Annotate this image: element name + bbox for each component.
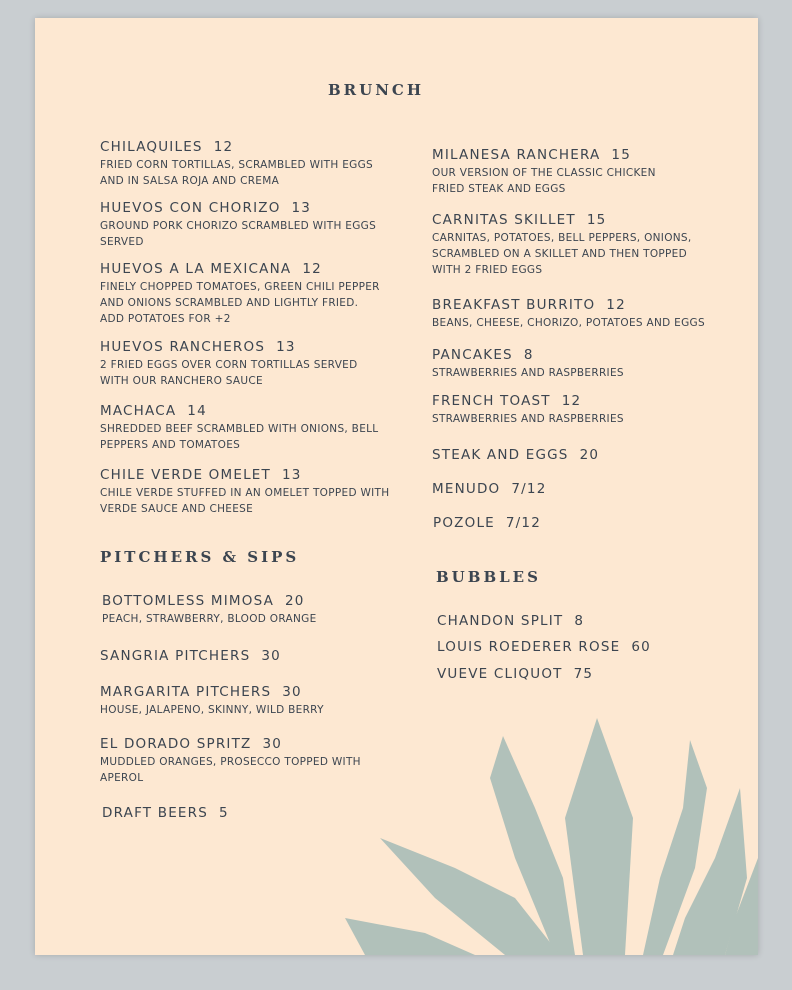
item-name: MARGARITA PITCHERS [100, 684, 272, 700]
item-name-line [433, 515, 733, 532]
section-title-bubbles: BUBBLES [436, 568, 541, 586]
item-name: PANCAKES [432, 347, 513, 363]
item-price: 15 [586, 212, 607, 228]
item-name-line [100, 684, 390, 701]
item-price: 8 [523, 347, 534, 363]
item-name-line [432, 447, 732, 464]
menu-item [100, 139, 390, 189]
item-name-line [100, 736, 390, 753]
item-name: LOUIS ROEDERER ROSE [437, 639, 621, 655]
menu-item [100, 467, 390, 517]
item-name: MACHACA [100, 403, 177, 419]
section-title-brunch: BRUNCH [328, 81, 425, 99]
item-name-line [432, 393, 732, 410]
item-price: 13 [276, 339, 296, 355]
item-price: 30 [282, 684, 302, 700]
item-description: CHILE VERDE STUFFED IN AN OMELET TOPPED WITH VERDE SAUCE AND CHEESE [100, 487, 390, 515]
item-name-line [100, 261, 390, 278]
item-name-line [100, 139, 390, 156]
item-name: MENUDO [432, 481, 501, 497]
item-name-line [100, 200, 390, 217]
item-description: PEACH, STRAWBERRY, BLOOD ORANGE [102, 613, 317, 625]
item-description: BEANS, CHEESE, CHORIZO, POTATOES AND EGGS [432, 317, 705, 329]
menu-item [432, 393, 732, 427]
item-price: 12 [213, 139, 234, 155]
item-description: GROUND PORK CHORIZO SCRAMBLED WITH EGGS SERVED [100, 220, 377, 248]
menu-item [100, 403, 390, 453]
item-name-line [432, 481, 732, 498]
item-name: VUEVE CLIQUOT [437, 666, 563, 682]
item-price: 7/12 [505, 515, 542, 531]
item-description: HOUSE, JALAPENO, SKINNY, WILD BERRY [100, 704, 324, 716]
item-name: CHILAQUILES [100, 139, 203, 155]
item-name: CHANDON SPLIT [437, 613, 564, 629]
menu-item [100, 736, 390, 786]
menu-item [100, 261, 390, 327]
item-name: HUEVOS RANCHEROS [100, 339, 266, 355]
item-name: DRAFT BEERS [102, 805, 208, 821]
item-name: CARNITAS SKILLET [432, 212, 576, 228]
item-description: FRIED CORN TORTILLAS, SCRAMBLED WITH EGGS AND IN SALSA ROJA AND CREMA [100, 159, 373, 187]
item-name-line [432, 297, 732, 314]
item-price: 12 [606, 297, 626, 313]
menu-item [100, 200, 390, 250]
item-name: BOTTOMLESS MIMOSA [102, 593, 275, 609]
item-description: MUDDLED ORANGES, PROSECCO TOPPED WITH APEROL [100, 756, 361, 784]
menu-item [437, 639, 737, 656]
item-name: STEAK AND EGGS [432, 447, 569, 463]
menu-item [437, 613, 737, 630]
item-price: 13 [281, 467, 302, 483]
item-price: 15 [611, 147, 631, 163]
item-name-line [100, 403, 390, 420]
item-name: EL DORADO SPRITZ [100, 736, 252, 752]
item-description: STRAWBERRIES AND RASPBERRIES [432, 367, 624, 379]
menu-item [432, 147, 732, 197]
item-price: 8 [574, 613, 585, 629]
item-description: FINELY CHOPPED TOMATOES, GREEN CHILI PEPPER AND ONIONS SCRAMBLED AND LIGHTLY FRIED. [100, 281, 380, 309]
item-name: CHILE VERDE OMELET [100, 467, 271, 483]
item-name: POZOLE [433, 515, 495, 531]
item-name-line [100, 339, 390, 356]
menu-item [432, 297, 732, 331]
item-price: 13 [291, 200, 312, 216]
item-description: OUR VERSION OF THE CLASSIC CHICKEN FRIED STEAK AND EGGS [432, 167, 656, 195]
item-price: 7/12 [511, 481, 547, 497]
item-price: 20 [285, 593, 305, 609]
item-name-line [437, 613, 737, 630]
item-price: 14 [187, 403, 207, 419]
item-name-line [102, 805, 392, 822]
item-price: 60 [631, 639, 651, 655]
item-price: 30 [262, 736, 283, 752]
item-description: STRAWBERRIES AND RASPBERRIES [432, 413, 624, 425]
item-name-line [432, 212, 732, 229]
menu-item [100, 684, 390, 718]
item-name: FRENCH TOAST [432, 393, 551, 409]
item-name-line [432, 147, 732, 164]
menu-item [433, 515, 733, 532]
menu-item [437, 666, 737, 683]
menu-item [100, 648, 390, 665]
item-name: MILANESA RANCHERA [432, 147, 601, 163]
item-name-line [432, 347, 732, 364]
item-name: HUEVOS CON CHORIZO [100, 200, 281, 216]
menu-item [432, 212, 732, 278]
menu-item [432, 347, 732, 381]
item-price: 5 [218, 805, 229, 821]
section-title-pitchers: PITCHERS & SIPS [100, 548, 300, 566]
item-price: 20 [579, 447, 600, 463]
item-addon: ADD POTATOES FOR +2 [100, 313, 231, 325]
item-description: 2 FRIED EGGS OVER CORN TORTILLAS SERVED WITH OUR RANCHERO SAUCE [100, 359, 358, 387]
item-price: 12 [561, 393, 582, 409]
item-name-line [437, 639, 737, 656]
item-name: HUEVOS A LA MEXICANA [100, 261, 292, 277]
menu-item [432, 447, 732, 464]
menu-item [432, 481, 732, 498]
menu-item [102, 593, 392, 627]
menu-item [100, 339, 390, 389]
item-name-line [100, 467, 390, 484]
item-description: CARNITAS, POTATOES, BELL PEPPERS, ONIONS, SCRAMBLED ON A SKILLET AND THEN TOPPED WITH 2 FRIED EGGS [432, 232, 692, 276]
item-price: 12 [302, 261, 322, 277]
item-name: SANGRIA PITCHERS [100, 648, 251, 664]
item-name-line [100, 648, 390, 665]
item-description: SHREDDED BEEF SCRAMBLED WITH ONIONS, BELL PEPPERS AND TOMATOES [100, 423, 379, 451]
menu-item [102, 805, 392, 822]
item-name-line [437, 666, 737, 683]
item-price: 75 [573, 666, 594, 682]
item-name-line [102, 593, 392, 610]
menu-page [35, 18, 758, 955]
item-price: 30 [261, 648, 281, 664]
item-name: BREAKFAST BURRITO [432, 297, 596, 313]
